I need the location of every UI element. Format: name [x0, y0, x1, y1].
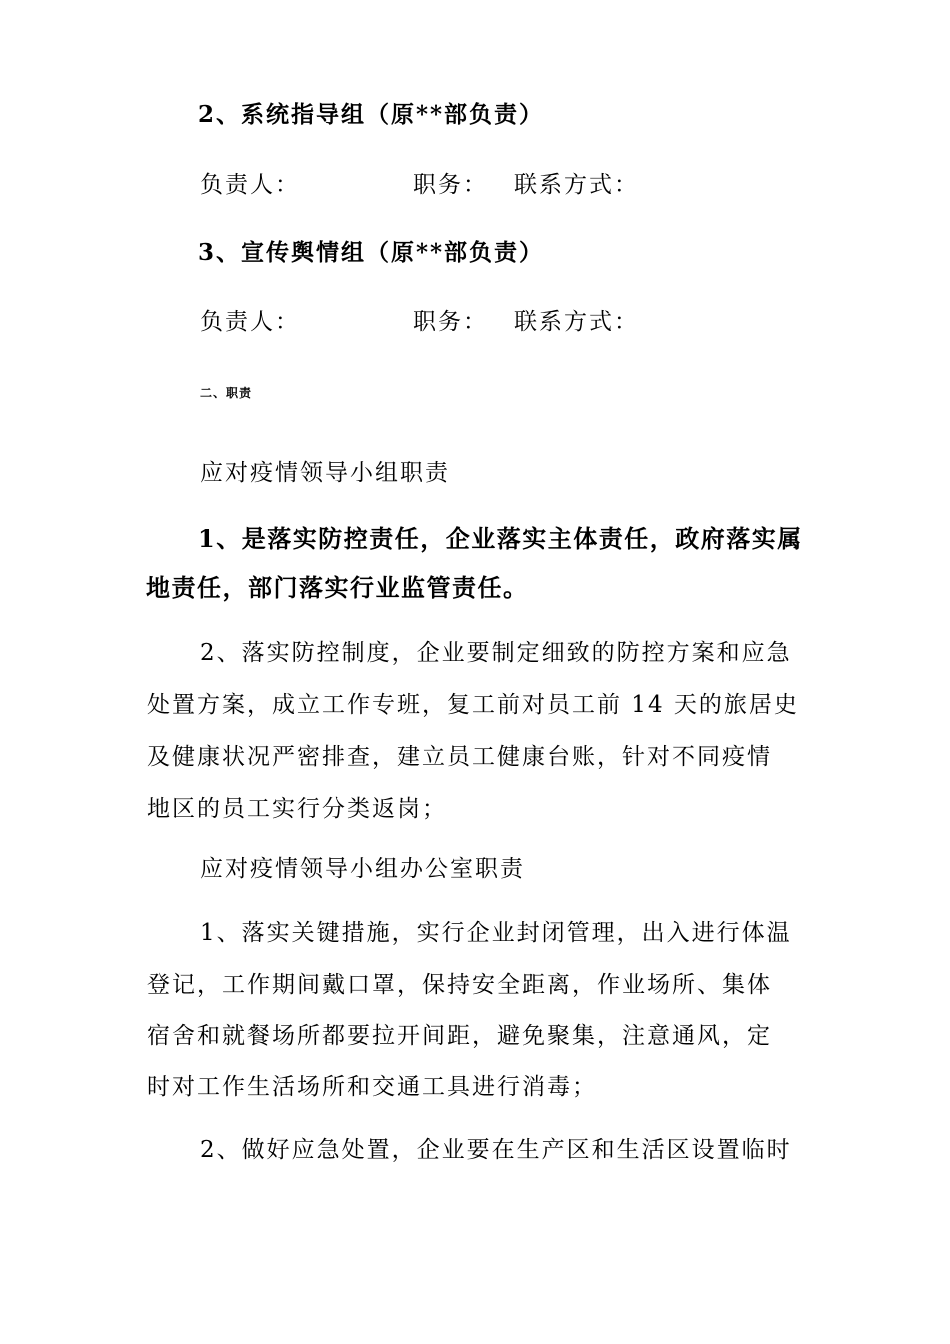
person-label: 负责人：	[200, 172, 300, 198]
office-item2-line1: 2、做好应急处置，企业要在生产区和生活区设置临时	[200, 1137, 792, 1163]
section-heading: 二、职责	[200, 386, 253, 400]
group-title-publicity: 3、宣传舆情组（原**部负责）	[198, 239, 545, 266]
office-item1-line1: 1、落实关键措施，实行企业封闭管理，出入进行体温	[200, 920, 792, 946]
office-item1-line2: 登记，工作期间戴口罩，保持安全距离，作业场所、集体	[147, 972, 772, 998]
office-item1-line4: 时对工作生活场所和交通工具进行消毒；	[147, 1074, 597, 1100]
leader-item2-line1: 2、落实防控制度，企业要制定细致的防控方案和应急	[200, 640, 792, 666]
group-contact-row	[0, 303, 950, 335]
group-title-system-guidance: 2、系统指导组（原**部负责）	[198, 101, 545, 128]
office-item1-line3: 宿舍和就餐场所都要拉开间距，避免聚集，注意通风，定	[147, 1023, 772, 1049]
leader-item2-line3: 及健康状况严密排查，建立员工健康台账，针对不同疫情	[147, 744, 772, 770]
leader-item1-line2: 地责任，部门落实行业监管责任。	[146, 573, 529, 602]
position-label: 职务：	[413, 172, 488, 198]
leader-item2-line2: 处置方案，成立工作专班，复工前对员工前 14 天的旅居史	[147, 692, 799, 718]
contact-label: 联系方式：	[514, 172, 639, 198]
office-heading: 应对疫情领导小组办公室职责	[200, 856, 525, 882]
leader-group-heading: 应对疫情领导小组职责	[200, 460, 450, 486]
position-label: 职务：	[413, 309, 488, 335]
person-label: 负责人：	[200, 309, 300, 335]
leader-item1-line1: 1、是落实防控责任，企业落实主体责任，政府落实属	[198, 524, 803, 553]
contact-label: 联系方式：	[514, 309, 639, 335]
leader-item2-line4: 地区的员工实行分类返岗；	[147, 796, 447, 822]
group-contact-row	[0, 166, 950, 198]
